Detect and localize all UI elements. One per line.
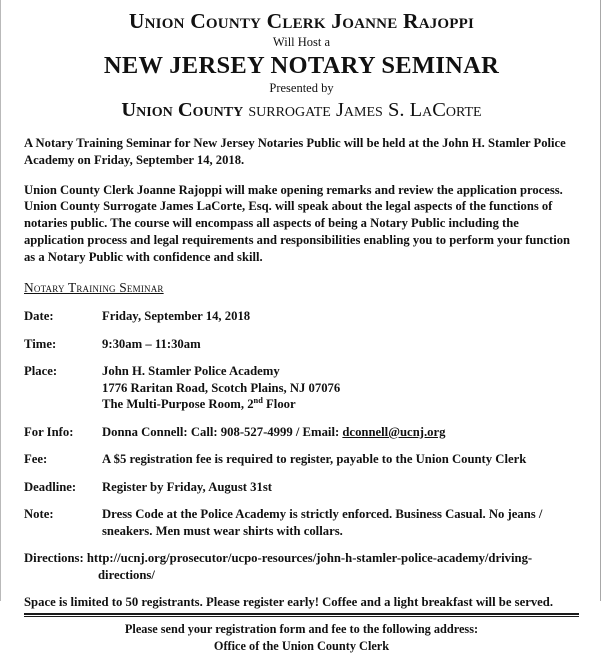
detail-label-for-info: For Info:	[24, 424, 74, 439]
detail-row-date	[24, 308, 579, 325]
footer-block	[24, 621, 579, 654]
directions-url-continuation[interactable]: directions/	[98, 567, 155, 582]
place-room-pre: The Multi-Purpose Room, 2	[102, 397, 254, 412]
section-heading-wrapper	[24, 265, 579, 297]
intro-paragraph-1: A Notary Training Seminar for New Jersey Notaries Public will be held at the John H. Stamler Police Academy on Friday, September 14, 2018.	[24, 136, 566, 167]
detail-row-fee	[24, 451, 579, 468]
place-venue: John H. Stamler Police Academy	[102, 364, 280, 379]
details-list	[24, 308, 579, 539]
detail-value-note: Dress Code at the Police Academy is strictly enforced. Business Casual. No jeans / sneakers. Men must wear shirts with collars.	[102, 507, 543, 538]
detail-row-time	[24, 336, 579, 353]
detail-value-fee: A $5 registration fee is required to register, payable to the Union County Clerk	[102, 452, 527, 467]
detail-label-fee: Fee:	[24, 452, 48, 467]
footer-divider-rule	[24, 613, 579, 617]
flyer-title-seminar: NEW JERSEY NOTARY SEMINAR	[103, 51, 500, 79]
presenter-org: Union County	[121, 99, 249, 122]
detail-value-time: 9:30am – 11:30am	[102, 336, 201, 351]
registration-limit-notice: Space is limited to 50 registrants. Please register early! Coffee and a light breakfast will be served.	[24, 595, 554, 610]
section-heading-notary-training-seminar: Notary Training Seminar	[24, 280, 164, 296]
detail-value-date: Friday, September 14, 2018	[102, 309, 251, 324]
footer-address-office: Office of the Union County Clerk	[213, 638, 390, 653]
detail-label-note: Note:	[24, 507, 54, 522]
flyer-title-will-host: Will Host a	[272, 35, 331, 50]
footer-instruction: Please send your registration form and fee to the following address:	[124, 622, 479, 637]
flyer-title-presenter	[24, 99, 579, 122]
detail-row-note	[24, 506, 579, 539]
place-room	[102, 396, 579, 413]
detail-label-date: Date:	[24, 309, 54, 324]
detail-value-for-info	[102, 424, 579, 441]
detail-label-deadline: Deadline:	[24, 479, 77, 494]
detail-value-deadline: Register by Friday, August 31st	[102, 479, 272, 494]
detail-label-place: Place:	[24, 364, 58, 379]
intro-paragraph-2: Union County Clerk Joanne Rajoppi will make opening remarks and review the application process. Union County Surrogate James LaCorte, Esq. will speak about the legal aspects of the functions of notaries public. The course will encompass all aspects of being a Notary Public including the application process and legal requirements and responsibilities enabling you to perform your function as a Notary Public with confidence and skill.	[24, 182, 571, 264]
place-room-post: Floor	[262, 397, 296, 412]
detail-row-place	[24, 363, 579, 413]
contact-email-link[interactable]: dconnell@ucnj.org	[342, 424, 446, 439]
directions-block	[24, 550, 579, 583]
detail-row-for-info	[24, 424, 579, 441]
presenter-name: surrogate James S. LaCorte	[248, 99, 482, 122]
contact-phone-text: Donna Connell: Call: 908-527-4999 / Email:	[102, 424, 343, 439]
flyer-title-presented-by: Presented by	[269, 81, 334, 96]
place-room-ordinal-suffix: nd	[253, 396, 263, 406]
detail-value-place	[102, 363, 579, 413]
flyer-title-primary: Union County Clerk Joanne Rajoppi	[128, 9, 475, 33]
detail-row-deadline	[24, 479, 579, 496]
directions-url[interactable]: Directions: http://ucnj.org/prosecutor/ucpo-resources/john-h-stamler-police-academy/driving-	[24, 551, 533, 566]
detail-label-time: Time:	[24, 336, 57, 351]
place-address: 1776 Raritan Road, Scotch Plains, NJ 07076	[102, 380, 341, 395]
flyer-sheet	[8, 0, 593, 653]
title-block	[24, 9, 579, 122]
